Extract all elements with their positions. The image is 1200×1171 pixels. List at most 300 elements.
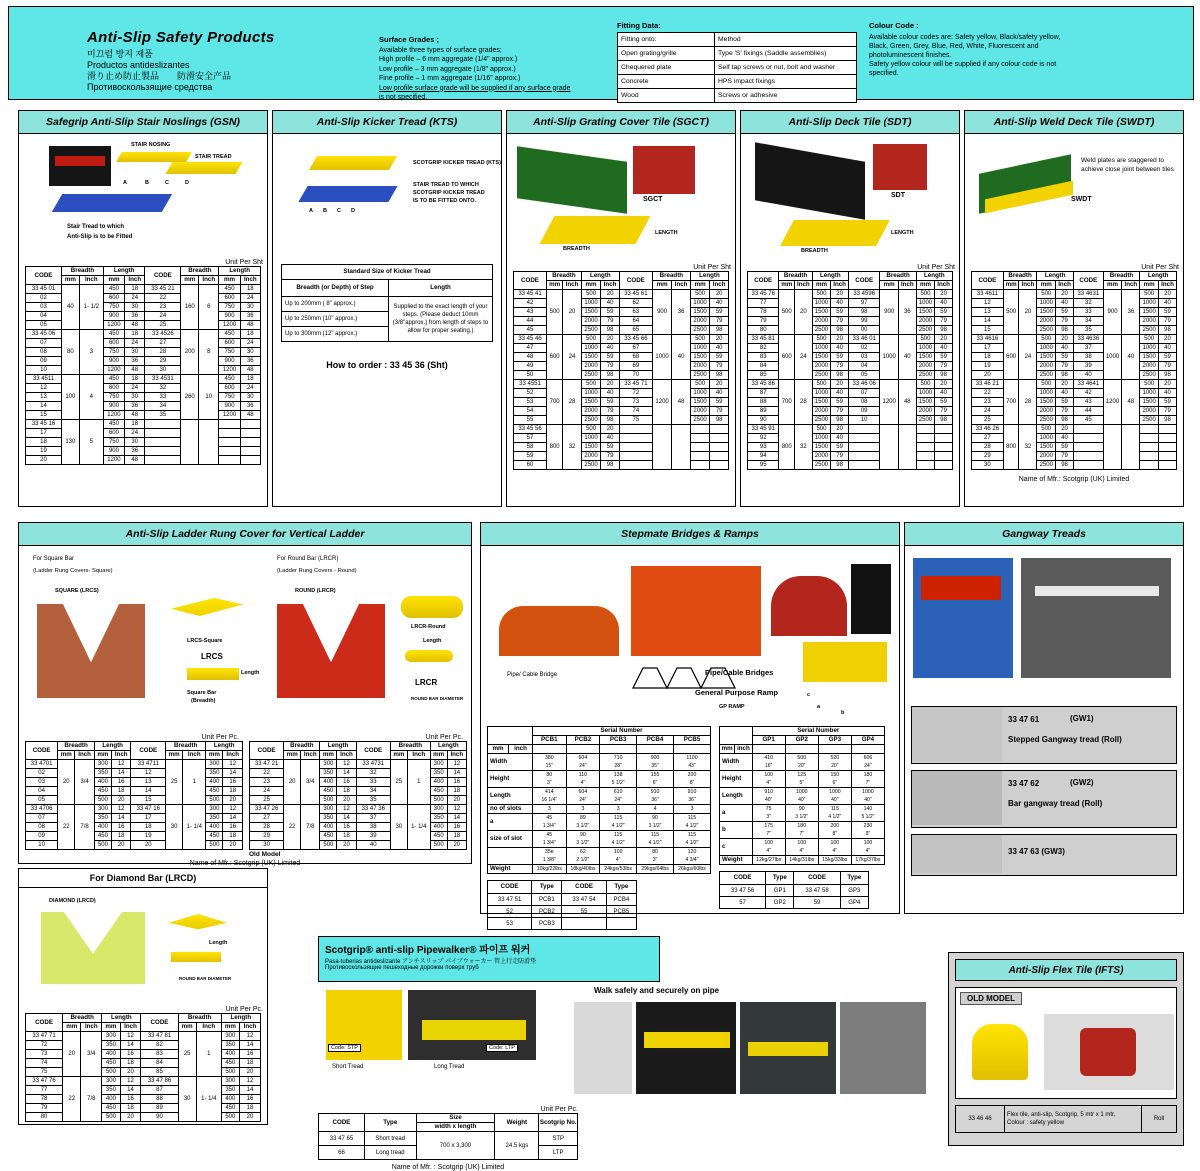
cell-breadth-inch: 1 xyxy=(183,760,206,805)
cell-length-inch: 79 xyxy=(935,362,953,371)
label-sdt: SDT xyxy=(891,192,905,199)
cell-breadth-mm: 20 xyxy=(63,1032,81,1077)
cell-length-mm: 300 xyxy=(221,1032,239,1041)
cell-length-inch: 20 xyxy=(601,380,620,389)
cell-length-mm xyxy=(916,443,935,452)
table-row xyxy=(514,344,729,353)
cell-length-mm: 500 xyxy=(1140,380,1159,389)
colour-code-block xyxy=(869,21,1189,78)
spec-cell: 900 35" xyxy=(637,754,674,771)
code-cell: 55 xyxy=(562,906,606,918)
cell-length-mm: 600 xyxy=(103,294,124,303)
label-d: D xyxy=(351,208,355,214)
code-stp-badge: Code: STP xyxy=(328,1044,361,1052)
table-row xyxy=(250,796,467,805)
cell-length-inch: 98 xyxy=(710,326,729,335)
cell-breadth-inch: 24 xyxy=(1019,335,1037,380)
cell-length-mm: 2500 xyxy=(812,461,831,470)
cell-length-mm: 2500 xyxy=(812,326,831,335)
diamond-unit: Unit Per Pc. xyxy=(225,1006,263,1013)
spec-cell: 606 24" xyxy=(851,754,884,771)
cell-length-mm: 2500 xyxy=(916,371,935,380)
cell-breadth-mm: 130 xyxy=(61,420,79,465)
cell-length-inch: 40 xyxy=(710,299,729,308)
cell-code: 20 xyxy=(131,841,166,850)
code-cell: 33 47 54 xyxy=(562,894,606,906)
cell-length-inch: 98 xyxy=(1056,326,1074,335)
sgct-photo-red xyxy=(633,146,695,194)
spec-blank xyxy=(600,745,637,754)
cell-code: 22 xyxy=(145,294,181,303)
cell-length-mm: 2000 xyxy=(1037,362,1056,371)
lrcs-shape xyxy=(171,598,243,634)
label-a: A xyxy=(123,180,127,186)
cell-code xyxy=(619,425,652,434)
cell-length-mm: 500 xyxy=(916,380,935,389)
cell-code: 28 xyxy=(250,823,284,832)
col-inch: Inch xyxy=(1159,281,1177,290)
cell-code: 29 xyxy=(145,357,181,366)
cell-code: 30 xyxy=(145,366,181,375)
cell-code: 02 xyxy=(848,344,879,353)
cell-code: 33 47 21 xyxy=(250,760,284,769)
label-diamond-lrcd: DIAMOND (LRCD) xyxy=(49,898,96,904)
cell-code: 33 4701 xyxy=(26,760,58,769)
col-length: Length xyxy=(94,742,131,751)
spec-row xyxy=(488,754,711,771)
cell-length-inch: 18 xyxy=(125,375,145,384)
col-breadth: Breadth xyxy=(58,742,95,751)
cell-breadth-mm: 900 xyxy=(1103,290,1122,335)
col-mm: mm xyxy=(546,281,562,290)
gp-ramp-photo xyxy=(803,642,887,682)
cell-code: 24 xyxy=(145,312,181,321)
spec-cell: 604 24" xyxy=(566,788,600,805)
cell-code: 33 4636 xyxy=(1074,335,1104,344)
cell-length-inch: 59 xyxy=(1159,398,1177,407)
cell-breadth-mm: 200 xyxy=(181,330,199,375)
cell-length-mm: 350 xyxy=(94,769,111,778)
panel-stepmate xyxy=(480,522,900,927)
grade-line-0: Available three types of surface grades; xyxy=(379,46,502,54)
code-cell: PCB1 xyxy=(532,894,562,906)
cell-length-inch: 79 xyxy=(1056,407,1074,416)
gangway-item-photo xyxy=(912,835,1002,873)
cell-code: 38 xyxy=(356,823,390,832)
table-row xyxy=(319,1132,578,1146)
cell-breadth-inch: 48 xyxy=(672,380,691,425)
spec-cell: 3 xyxy=(674,805,711,814)
cell-length-inch: 79 xyxy=(935,317,953,326)
cell-length-mm: 350 xyxy=(206,814,223,823)
diamond-title-bar xyxy=(19,869,267,888)
label-stair-tread: STAIR TREAD xyxy=(195,154,232,160)
spec-row xyxy=(720,856,885,865)
cell-length-inch: 20 xyxy=(1159,290,1177,299)
cell-length-inch: 36 xyxy=(125,447,145,456)
cell-breadth-mm: 700 xyxy=(546,380,562,425)
cell-code: 33 45 91 xyxy=(748,425,779,434)
cell-length-inch: 40 xyxy=(1056,434,1074,443)
cell-length-mm: 450 xyxy=(430,832,447,841)
cell-length-inch: 48 xyxy=(240,411,260,420)
cell-code: 49 xyxy=(514,362,547,371)
cell-breadth-inch: 48 xyxy=(898,380,916,425)
label-a: a xyxy=(817,704,821,710)
table-row xyxy=(26,366,261,375)
cell-length-mm: 1500 xyxy=(1037,308,1056,317)
cell-code: 12 xyxy=(972,299,1004,308)
cell-breadth-mm: 25 xyxy=(178,1032,196,1077)
code-cell: PCB5 xyxy=(606,906,636,918)
col-inch: Inch xyxy=(935,281,953,290)
cell-code: 83 xyxy=(141,1050,178,1059)
cell-length-mm: 500 xyxy=(690,290,709,299)
label-stair-nosing: STAIR NOSING xyxy=(131,142,171,148)
cell-code: 33 4596 xyxy=(848,290,879,299)
cell-length-inch: 18 xyxy=(125,420,145,429)
cell-length-inch: 59 xyxy=(935,308,953,317)
code-cell: 33 47 51 xyxy=(488,894,532,906)
cell-code: 22 xyxy=(250,769,284,778)
label-lrcr: LRCR xyxy=(415,678,438,687)
code-header: Type xyxy=(606,881,636,894)
cell-length-mm: 300 xyxy=(206,805,223,814)
cell-length-mm xyxy=(1140,452,1159,461)
panel-title-text: Anti-Slip Kicker Tread (KTS) xyxy=(316,116,458,128)
table-row xyxy=(26,330,261,339)
panel-pipewalker xyxy=(318,936,938,1171)
cell-length-mm: 350 xyxy=(320,769,337,778)
cell-code: 07 xyxy=(848,389,879,398)
spec-row xyxy=(720,771,885,788)
cell-breadth-mm: 160 xyxy=(181,285,199,330)
col-length: Length xyxy=(1037,272,1074,281)
swdt-illustration xyxy=(965,134,1183,264)
cell-length-inch: 12 xyxy=(111,760,131,769)
cell-code: 79 xyxy=(748,317,779,326)
cell-length-inch: 14 xyxy=(120,1041,141,1050)
cell-code: 82 xyxy=(748,344,779,353)
cell-breadth-inch: 6 xyxy=(199,285,219,330)
cell-length-inch: 16 xyxy=(111,823,131,832)
label-general-purpose-ramp: General Purpose Ramp xyxy=(695,688,778,697)
cell-code: 95 xyxy=(748,461,779,470)
col-mm: mm xyxy=(1003,281,1019,290)
cell-length-inch: 20 xyxy=(239,1113,260,1122)
spec-cell: 1100 43" xyxy=(674,754,711,771)
cell-length-mm: 1200 xyxy=(103,321,124,330)
col-code: CODE xyxy=(748,272,779,290)
cell-length-mm: 500 xyxy=(812,425,831,434)
cell-code: 35 xyxy=(1074,326,1104,335)
spec-cell: 200 8" xyxy=(674,771,711,788)
cell-length-inch: 79 xyxy=(601,317,620,326)
col-length: Length xyxy=(320,742,356,751)
pipewalker-title: Scotgrip® anti-slip Pipewalker® 파이프 워커 xyxy=(325,945,531,956)
cell-length-inch: 12 xyxy=(337,805,356,814)
cell-length-mm: 1000 xyxy=(690,344,709,353)
cell-length-inch: 79 xyxy=(1056,452,1074,461)
cell-code xyxy=(145,429,181,438)
cell-length-mm: 600 xyxy=(103,384,124,393)
cell-breadth-inch: 5 xyxy=(79,420,103,465)
cell-code: 09 xyxy=(26,357,62,366)
cell-length-inch: 59 xyxy=(710,308,729,317)
cell-length-inch: 59 xyxy=(1159,353,1177,362)
cell-length-inch: 59 xyxy=(1056,353,1074,362)
cell-length-inch: 98 xyxy=(1159,371,1177,380)
cell-length-mm: 1500 xyxy=(916,353,935,362)
spec-cell: 140 5 1/2" xyxy=(851,805,884,822)
cell-length-inch: 40 xyxy=(935,344,953,353)
cell-length-inch: 59 xyxy=(710,398,729,407)
table-row xyxy=(972,443,1177,452)
cell-length-inch: 98 xyxy=(601,371,620,380)
label-stair-tread-note1: Stair Tread to which xyxy=(67,224,125,230)
fitting-cell: Wood xyxy=(618,89,715,103)
cell-code: 75 xyxy=(619,416,652,425)
sgct-unit: Unit Per Sht xyxy=(693,264,731,271)
cell-length-inch: 20 xyxy=(447,841,466,850)
cell-length-mm: 900 xyxy=(219,402,240,411)
code-cell xyxy=(606,918,636,930)
cell-code: 89 xyxy=(141,1104,178,1113)
cell-code: 05 xyxy=(26,796,58,805)
cell-code: 33 45 21 xyxy=(145,285,181,294)
gangway-illustration xyxy=(905,546,1183,706)
cell-length-inch: 40 xyxy=(935,389,953,398)
cell-code: 33 4551 xyxy=(514,380,547,389)
cell-length-mm: 2000 xyxy=(1140,317,1159,326)
table-row xyxy=(26,294,261,303)
cell-length-inch: 40 xyxy=(601,344,620,353)
cell-breadth-inch: 10 xyxy=(199,375,219,420)
spec-cell: 710 28" xyxy=(600,754,637,771)
cell-length-inch: 20 xyxy=(120,1113,141,1122)
cell-length-inch: 59 xyxy=(1056,308,1074,317)
cell-length-mm: 350 xyxy=(221,1041,239,1050)
cell-length-mm: 900 xyxy=(219,357,240,366)
cell-length-inch: 14 xyxy=(223,814,243,823)
cell-breadth-mm: 1000 xyxy=(880,335,899,380)
gangway-item-code: 33 47 62 xyxy=(1008,779,1040,788)
cell-code: 37 xyxy=(356,814,390,823)
pw-cell-type: Long tread xyxy=(364,1146,416,1160)
cell-length-inch: 36 xyxy=(125,402,145,411)
cell-breadth-inch: 1- 1/4 xyxy=(196,1077,221,1122)
cell-length-mm: 1500 xyxy=(690,398,709,407)
cell-length-inch: 18 xyxy=(120,1059,141,1068)
cell-breadth-inch xyxy=(1122,425,1140,470)
panel-title-stepmate xyxy=(481,523,899,546)
cell-length-mm: 500 xyxy=(812,380,831,389)
cell-length-inch: 30 xyxy=(125,438,145,447)
cell-code: 20 xyxy=(26,456,62,465)
spec-cell: 200 8" xyxy=(818,822,851,839)
spec-cell: 115 4 1/2" xyxy=(674,814,711,831)
table-row xyxy=(514,308,729,317)
ifts-desc: Flex tile, anti-slip, Scotgrip, 5 mtr x 1 mtr, Colour : safety yellow xyxy=(1005,1106,1142,1133)
cell-code xyxy=(619,461,652,470)
col-breadth: Breadth xyxy=(390,742,430,751)
cell-code: 87 xyxy=(141,1086,178,1095)
table-row xyxy=(748,371,953,380)
spec-cell: 100 4" xyxy=(600,848,637,865)
sdt-photo-red xyxy=(873,144,927,190)
cell-length-mm: 2500 xyxy=(690,416,709,425)
label-c: C xyxy=(337,208,341,214)
cell-code: 97 xyxy=(848,299,879,308)
cell-length-mm xyxy=(690,461,709,470)
fitting-data-caption: Fitting Data: xyxy=(617,21,661,30)
cell-length-inch: 16 xyxy=(223,823,243,832)
gangway-item xyxy=(911,770,1177,828)
cell-length-mm: 450 xyxy=(103,285,124,294)
code-header: Type xyxy=(766,872,794,885)
cell-length-inch: 40 xyxy=(1056,389,1074,398)
cell-breadth-mm: 22 xyxy=(284,805,301,850)
code-header: CODE xyxy=(794,872,840,885)
col-mm: mm xyxy=(102,1023,120,1032)
cell-code: 90 xyxy=(141,1113,178,1122)
cell-length-inch xyxy=(1159,461,1177,470)
spec-cell: 100 4" xyxy=(785,839,818,856)
cell-length-inch: 59 xyxy=(831,353,849,362)
table-row xyxy=(26,357,261,366)
table-row xyxy=(972,398,1177,407)
subtitle-ru: Противоскользящие средства xyxy=(87,82,213,92)
cell-code: 33 47 86 xyxy=(141,1077,178,1086)
pw-cell-type: Short tread xyxy=(364,1132,416,1146)
col-inch: Inch xyxy=(199,276,219,285)
cell-length-mm: 1200 xyxy=(219,321,240,330)
spec-cell: 1000 40" xyxy=(785,788,818,805)
cell-breadth-mm xyxy=(880,425,899,470)
table-row xyxy=(250,778,467,787)
cell-code: 17 xyxy=(26,429,62,438)
table-row xyxy=(748,443,953,452)
fitting-data-block xyxy=(617,21,857,103)
surface-grades-block xyxy=(379,35,609,103)
cell-length-mm xyxy=(1140,425,1159,434)
col-inch: Inch xyxy=(239,1023,260,1032)
cell-length-mm: 750 xyxy=(103,438,124,447)
cell-length-mm: 300 xyxy=(221,1077,239,1086)
cell-length-inch xyxy=(240,429,260,438)
cell-length-inch: 12 xyxy=(120,1077,141,1086)
table-row xyxy=(972,308,1177,317)
col-inch: Inch xyxy=(563,281,582,290)
spec-cell: 115 4 1/2" xyxy=(674,831,711,848)
spec-cell: 155 6" xyxy=(637,771,674,788)
cell-code: 70 xyxy=(619,371,652,380)
cell-breadth-mm: 260 xyxy=(181,375,199,420)
cell-length-inch: 24 xyxy=(240,294,260,303)
cell-length-inch xyxy=(240,456,260,465)
spec-row-label: Width xyxy=(720,754,753,771)
cell-length-mm: 2500 xyxy=(1140,416,1159,425)
cell-length-mm: 400 xyxy=(102,1095,120,1104)
table-row xyxy=(972,335,1177,344)
subtitle-ja-zh: 滑り止め防止製品 防滑安全产品 xyxy=(87,71,232,81)
cell-code: 23 xyxy=(250,778,284,787)
col-length: Length xyxy=(221,1014,260,1023)
cell-length-mm: 1000 xyxy=(1037,344,1056,353)
cell-length-mm: 1200 xyxy=(103,456,124,465)
table-row xyxy=(514,362,729,371)
table-row xyxy=(26,1104,261,1113)
cell-code: 33 45 41 xyxy=(514,290,547,299)
cell-length-inch: 40 xyxy=(935,299,953,308)
cell-length-inch: 36 xyxy=(125,357,145,366)
cell-length-inch: 98 xyxy=(601,461,620,470)
cell-breadth-mm xyxy=(1103,425,1122,470)
cell-code: 74 xyxy=(26,1059,63,1068)
cell-length-mm: 300 xyxy=(320,805,337,814)
cell-length-inch: 18 xyxy=(120,1104,141,1113)
cell-code: 07 xyxy=(26,814,58,823)
pipewalker-photo-c-detail xyxy=(748,1042,828,1056)
pw-cell-code: 33 47 65 xyxy=(319,1132,365,1146)
cell-length-mm: 750 xyxy=(219,303,240,312)
cell-length-inch: 98 xyxy=(1056,371,1074,380)
col-mm: mm xyxy=(284,751,301,760)
spec-row-label: Length xyxy=(720,788,753,805)
cell-code: 09 xyxy=(26,832,58,841)
diamond-illustration xyxy=(19,888,267,1006)
cell-length-inch: 18 xyxy=(240,330,260,339)
cell-code: 33 4616 xyxy=(972,335,1004,344)
cell-length-inch: 24 xyxy=(125,339,145,348)
col-length: Length xyxy=(581,272,619,281)
cell-code: 30 xyxy=(972,461,1004,470)
col-code: CODE xyxy=(972,272,1004,290)
panel-flex-tile xyxy=(948,952,1184,1146)
panel-kicker-tread xyxy=(272,110,502,507)
cell-length-mm: 2000 xyxy=(581,317,600,326)
cell-breadth-inch: 40 xyxy=(672,335,691,380)
col-code: CODE xyxy=(1074,272,1104,290)
cell-length-mm: 500 xyxy=(690,335,709,344)
table-row xyxy=(972,434,1177,443)
cell-length-mm: 500 xyxy=(206,841,223,850)
cell-breadth-inch: 36 xyxy=(1122,290,1140,335)
cell-code: 78 xyxy=(748,308,779,317)
spec-unit-inch: inch xyxy=(735,745,752,754)
spec-blank xyxy=(637,745,674,754)
spec-cell: 604 24" xyxy=(566,754,600,771)
label-weld-note: Weld plates are staggered to achieve close joint between tiles xyxy=(1081,157,1174,173)
label-length: Length xyxy=(241,670,260,676)
table-row xyxy=(250,841,467,850)
spec-row-label: Width xyxy=(488,754,533,771)
cell-length-mm: 1200 xyxy=(103,411,124,420)
table-row xyxy=(748,344,953,353)
cell-length-inch: 16 xyxy=(337,823,356,832)
cell-breadth-mm: 1000 xyxy=(1103,335,1122,380)
rung-unit-right: Unit Per Pc. xyxy=(425,734,463,741)
cell-length-inch: 12 xyxy=(239,1077,260,1086)
label-length: Length xyxy=(209,940,228,946)
spec-cell: 17kg/37lbs xyxy=(851,856,884,865)
cell-code: 88 xyxy=(748,398,779,407)
fitting-cell: HPS impact fixings xyxy=(715,75,857,89)
cell-length-mm: 1000 xyxy=(1140,299,1159,308)
cell-code: 33 4531 xyxy=(145,375,181,384)
cell-length-inch: 18 xyxy=(223,832,243,841)
cell-length-inch: 12 xyxy=(447,805,466,814)
